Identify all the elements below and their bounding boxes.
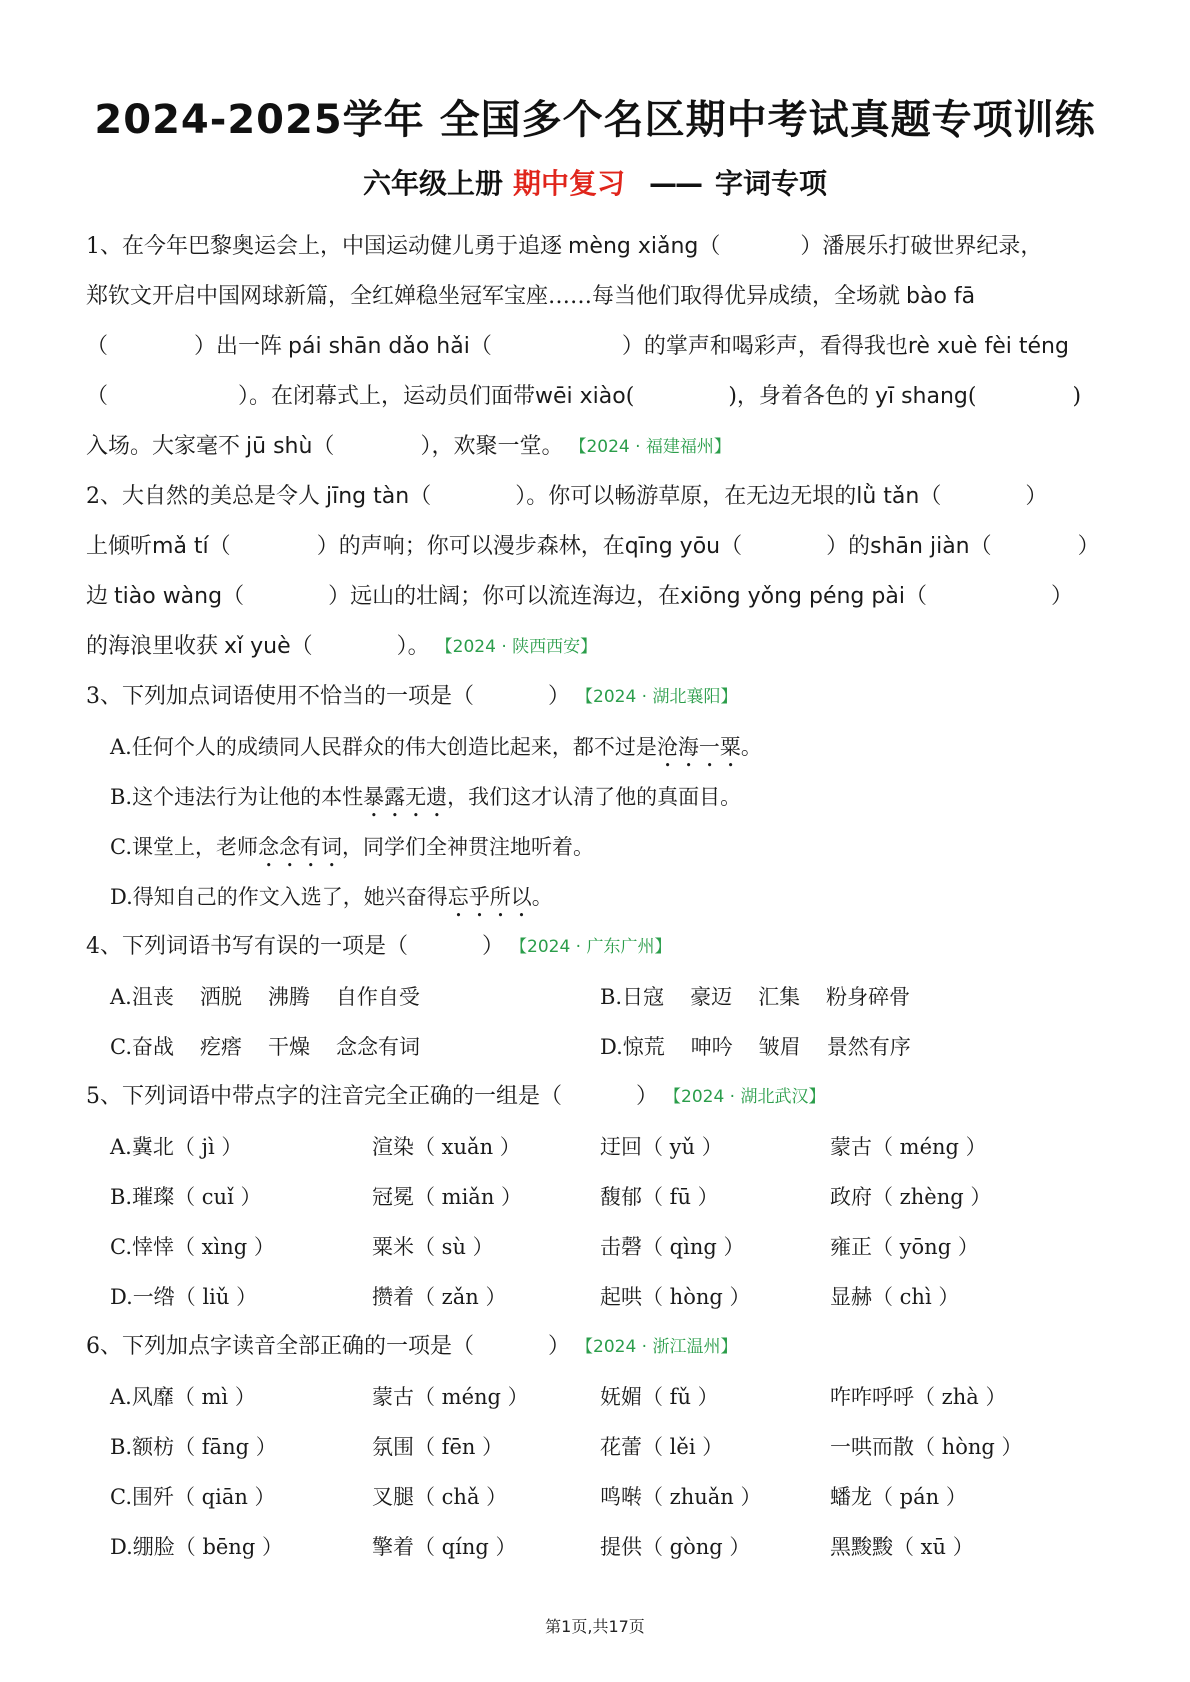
q6-source-tag: 【2024 · 浙江温州】 (576, 1337, 738, 1357)
q4-options-ab (86, 972, 1116, 1022)
q2-line-3: 边 tiào wàng （ ）远山的壮阔；你可以流连海边，在 xiōng yǒng péng pài （ ） (86, 584, 1073, 609)
q1-line-3: （ ）出一阵 pái shān dǎo hǎi （ ）的掌声和喝彩声，看得我也 rè xuè fèi téng (86, 334, 1069, 359)
page-subtitle (0, 162, 1190, 202)
q5-stem: 5、下列词语中带点字的注音完全正确的一组是（ ） 【2024 · 湖北武汉】 (86, 1072, 1116, 1122)
subtitle-dash: —— (649, 167, 701, 200)
q6-option-c: C.围歼（ qiān ） 叉腿（ chǎ ） 鸣啭（ zhuǎn ） 蟠龙（ pán ） (110, 1485, 967, 1509)
page-number: 第1页,共17页 (545, 1617, 645, 1636)
q6-stem: 6、下列加点字读音全部正确的一项是（ ） 【2024 · 浙江温州】 (86, 1322, 1116, 1372)
q6-option-d: D.绷脸（ bēng ） 擎着（ qíng ） 提供（ gòng ） 黑黢黢（ xū ） (110, 1535, 974, 1559)
q2-line-4: 的海浪里收获 xǐ yuè （ ）。 【2024 · 陕西西安】 (86, 622, 1116, 672)
q5-option-a: A.冀北（ jì ） 渲染（ xuǎn ） 迂回（ yǔ ） 蒙古（ méng ） (110, 1135, 987, 1159)
q4-stem: 4、下列词语书写有误的一项是（ ） 【2024 · 广东广州】 (86, 922, 1116, 972)
q5-option-b: B.璀璨（ cuǐ ） 冠冕（ miǎn ） 馥郁（ fū ） 政府（ zhèng ） (110, 1185, 992, 1209)
q4-option-c: C.奋战 疙瘩 干燥 念念有词 (110, 1035, 420, 1059)
q4-source-tag: 【2024 · 广东广州】 (510, 937, 672, 957)
q4-option-a: A.沮丧 洒脱 沸腾 自作自受 (110, 985, 420, 1009)
q5-option-d: D.一绺（ liǔ ） 攒着（ zǎn ） 起哄（ hòng ） 显赫（ chì ） (110, 1285, 960, 1309)
q6-option-b: B.额枋（ fāng ） 氛围（ fēn ） 花蕾（ lěi ） 一哄而散（ hòng ） (110, 1435, 1023, 1459)
subtitle-review: 期中复习 (512, 167, 625, 200)
subtitle-topic: 字词专项 (715, 167, 828, 200)
q6-option-a: A.风靡（ mì ） 蒙古（ méng ） 妩媚（ fǔ ） 咋咋呼呼（ zhà ） (110, 1385, 1007, 1409)
q3-option-d: D.得知自己的作文入选了，她兴奋得忘乎所以。 (110, 885, 553, 909)
q1-line-4: （ ）。在闭幕式上，运动员们面带 wēi xiào ( )，身着各色的 yī shang ( ) (86, 384, 1082, 409)
q4-option-d: D.惊荒 呻吟 皱眉 景然有序 (600, 1035, 911, 1059)
q3-option-c: C.课堂上，老师念念有词，同学们全神贯注地听着。 (110, 835, 594, 859)
subtitle-grade: 六年级上册 (362, 167, 503, 200)
q4-options-cd (86, 1022, 1116, 1072)
page-title: 2024-2025学年 全国多个名区期中考试真题专项训练 (94, 97, 1096, 143)
q3-option-a: A.任何个人的成绩同人民群众的伟大创造比起来，都不过是沧海一粟。 (110, 735, 762, 759)
q2-line-2: 上倾听 mǎ tí （ ）的声响；你可以漫步森林，在 qīng yōu （ ）的 shān jiàn （ ） (86, 534, 1100, 559)
questions (86, 222, 1116, 1572)
q1-line-1: 1、在今年巴黎奥运会上，中国运动健儿勇于追逐 mèng xiǎng （ ）潘展乐打破世界纪录， (86, 234, 1043, 259)
q3-source-tag: 【2024 · 湖北襄阳】 (576, 687, 738, 707)
q1-line-5: 入场。大家毫不 jū shù （ ），欢聚一堂。 【2024 · 福建福州】 (86, 422, 1116, 472)
q2-source-tag: 【2024 · 陕西西安】 (435, 637, 598, 657)
q4-option-b: B.日寇 豪迈 汇集 粉身碎骨 (600, 985, 911, 1009)
q1-line-2: 郑钦文开启中国网球新篇，全红婵稳坐冠军宝座……每当他们取得优异成绩，全场就 bào fā (86, 284, 976, 309)
q1-source-tag: 【2024 · 福建福州】 (569, 437, 731, 457)
q3-stem: 3、下列加点词语使用不恰当的一项是（ ） 【2024 · 湖北襄阳】 (86, 672, 1116, 722)
q2-line-1: 2、大自然的美总是令人 jīng tàn （ ）。你可以畅游草原，在无边无垠的 lǜ tǎn （ ） (86, 484, 1048, 509)
q5-option-c: C.悻悻（ xìng ） 粟米（ sù ） 击磬（ qìng ） 雍正（ yōng ） (110, 1235, 979, 1259)
q5-source-tag: 【2024 · 湖北武汉】 (664, 1087, 826, 1107)
q3-option-b: B.这个违法行为让他的本性暴露无遗，我们这才认清了他的真面目。 (110, 785, 742, 809)
